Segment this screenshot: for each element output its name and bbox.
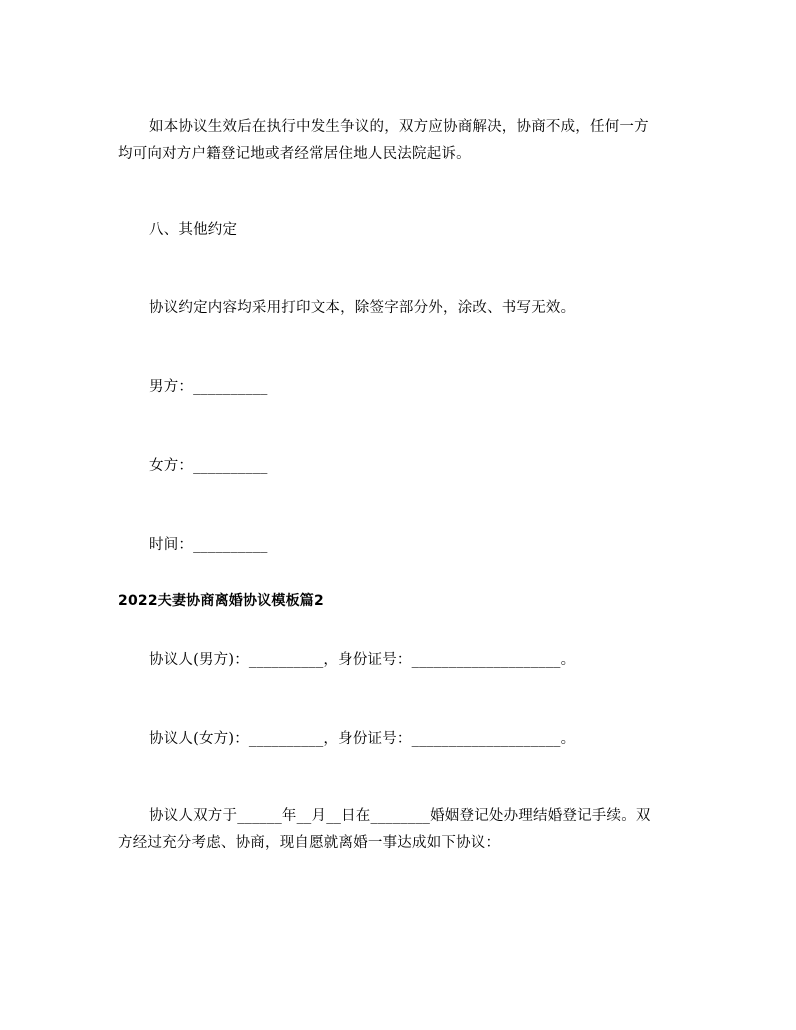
section-heading-other-terms: 八、其他约定: [149, 222, 238, 238]
dispute-paragraph-line-1: 如本协议生效后在执行中发生争议的，双方应协商解决，协商不成，任何一方: [149, 119, 649, 135]
signature-date: 时间：__________: [149, 537, 268, 553]
intro-paragraph-line-1: 协议人双方于______年__月__日在________婚姻登记处办理结婚登记手续。双: [149, 808, 651, 824]
article-heading: 2022夫妻协商离婚协议模板篇2: [118, 593, 324, 609]
party-female-line: 协议人(女方)：__________，身份证号：____________________。: [149, 731, 576, 747]
signature-male: 男方：__________: [149, 379, 268, 395]
party-male-line: 协议人(男方)：__________，身份证号：____________________。: [149, 652, 576, 668]
intro-paragraph-line-2: 方经过充分考虑、协商，现自愿就离婚一事达成如下协议：: [118, 835, 501, 851]
signature-female: 女方：__________: [149, 458, 268, 474]
print-clause-paragraph: 协议约定内容均采用打印文本，除签字部分外，涂改、书写无效。: [149, 300, 576, 316]
dispute-paragraph-line-2: 均可向对方户籍登记地或者经常居住地人民法院起诉。: [118, 146, 471, 162]
